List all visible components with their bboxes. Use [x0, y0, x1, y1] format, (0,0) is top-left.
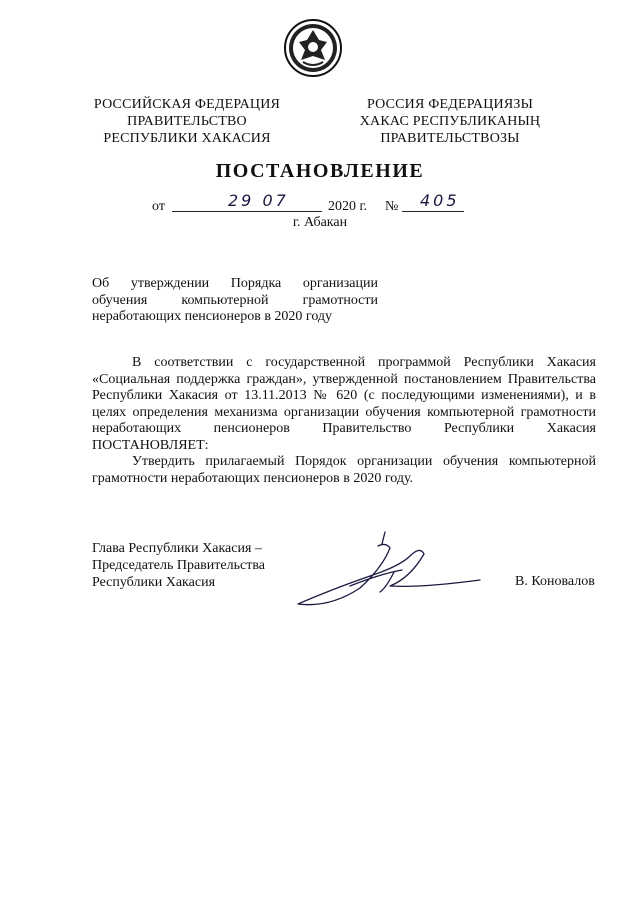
- body-line: В соответствии с государственной программой Республики Хакасия: [132, 355, 596, 370]
- document-title: ПОСТАНОВЛЕНИЕ: [215, 160, 425, 182]
- document-body: [92, 355, 596, 487]
- year-text: 2020 г.: [328, 199, 368, 214]
- handwritten-number: 405: [420, 191, 460, 210]
- body-line: Утвердить прилагаемый Порядок организации обучения компьютерной: [132, 454, 596, 469]
- subject-line: неработающих пенсионеров в 2020 году: [92, 309, 333, 324]
- header-right-line: ПРАВИТЕЛЬСТВОЗЫ: [380, 131, 520, 146]
- signatory-title-line: Республики Хакасия: [92, 575, 216, 590]
- subject-line: Об утверждении Порядка организации: [92, 276, 378, 291]
- body-line: неработающих пенсионеров Правительство Республики Хакасия: [92, 421, 596, 436]
- signatory-title: [92, 540, 265, 591]
- signatory-title-line: Председатель Правительства: [92, 558, 265, 573]
- subject-block: [92, 276, 378, 326]
- header-right-block: [340, 96, 560, 147]
- date-prefix: от: [152, 199, 165, 214]
- header-left-line: ПРАВИТЕЛЬСТВО: [127, 114, 247, 129]
- coat-of-arms-emblem: [283, 18, 343, 78]
- handwritten-signature: [290, 528, 490, 618]
- header-right-line: РОССИЯ ФЕДЕРАЦИЯЗЫ: [366, 97, 534, 112]
- body-line: «Социальная поддержка граждан», утвержденной постановлением Правительства: [92, 371, 596, 387]
- header-right-line: ХАКАС РЕСПУБЛИКАНЫҢ: [359, 114, 541, 129]
- signatory-title-line: Глава Республики Хакасия –: [92, 541, 262, 556]
- signatory-name: В. Коновалов: [515, 574, 595, 589]
- body-line: Республики Хакасия от 13.11.2013 № 620 (с последующими изменениями), и в: [92, 388, 596, 403]
- subject-line: обучения компьютерной грамотности: [92, 292, 378, 308]
- handwritten-date: 29 07: [228, 191, 289, 210]
- number-label: №: [385, 199, 399, 214]
- body-line: грамотности неработающих пенсионеров в 2020 году.: [92, 470, 414, 486]
- header-left-line: РОССИЙСКАЯ ФЕДЕРАЦИЯ: [93, 97, 281, 112]
- body-line: ПОСТАНОВЛЯЕТ:: [92, 437, 209, 453]
- header-left-block: [62, 96, 312, 147]
- city-label: г. Абакан: [292, 215, 348, 230]
- body-line: целях определения механизма организации обучения компьютерной грамотности: [92, 404, 596, 420]
- header-left-line: РЕСПУБЛИКИ ХАКАСИЯ: [103, 131, 271, 146]
